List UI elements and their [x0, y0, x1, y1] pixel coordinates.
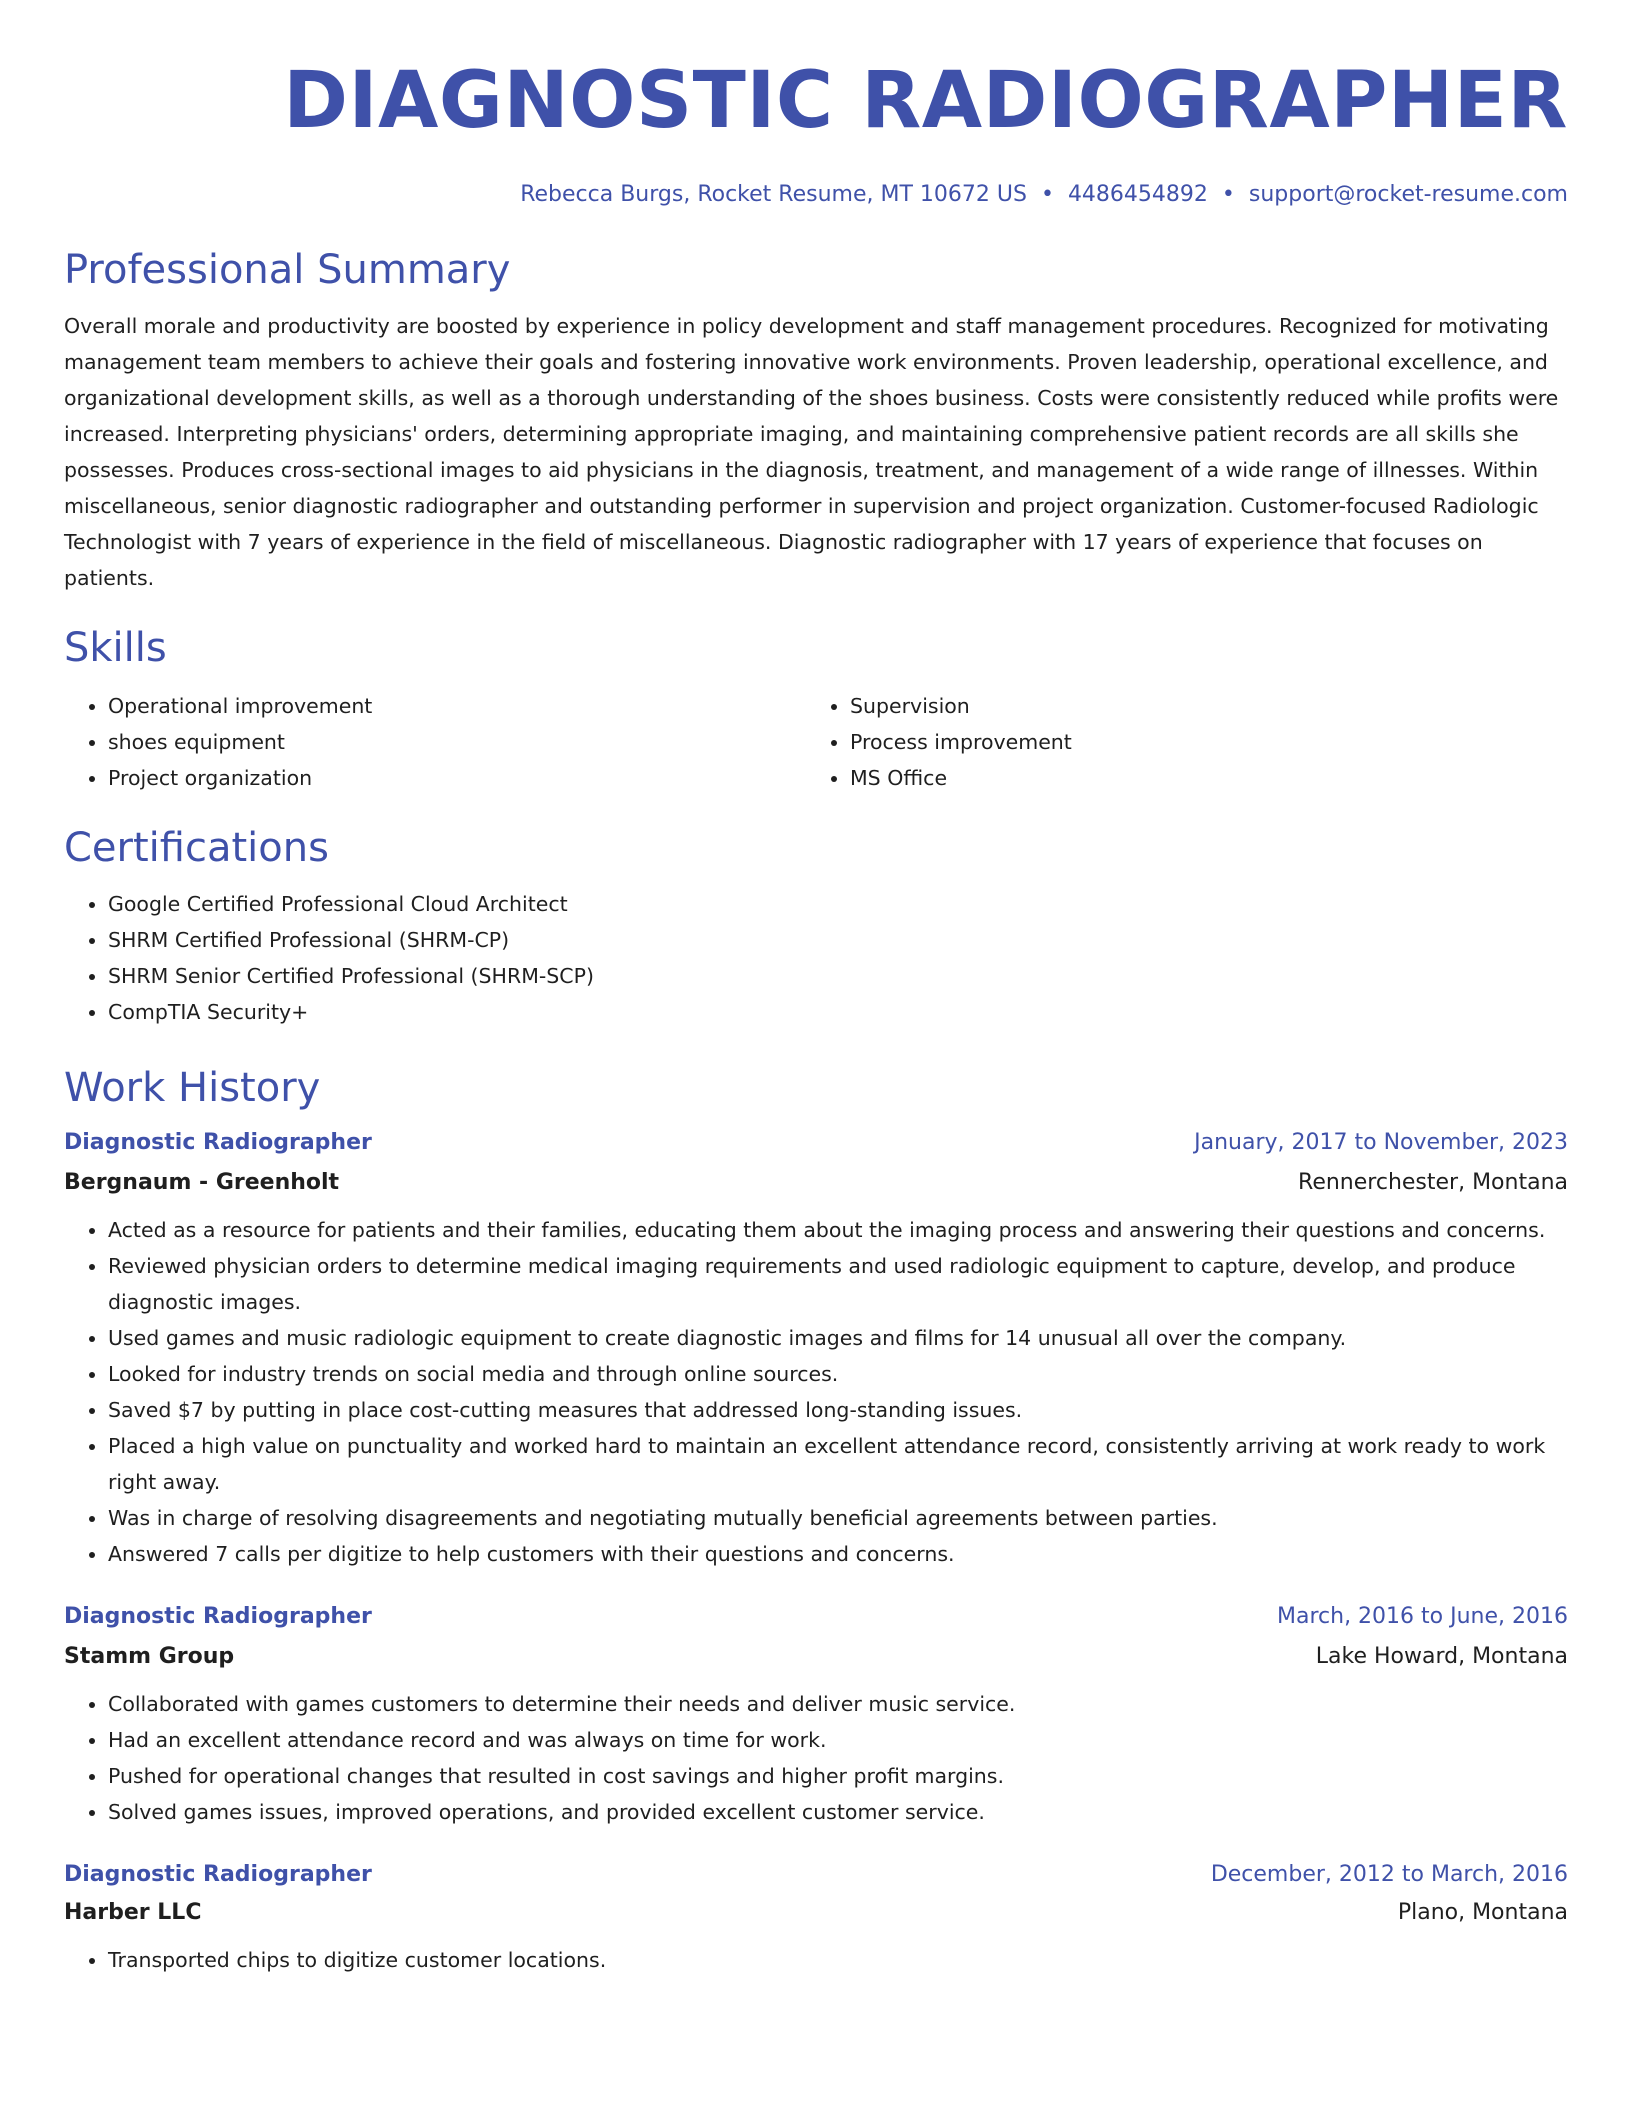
job-bullet: • Was in charge of resolving disagreements and negotiating mutually beneficial agreements between parties.: [108, 1500, 1568, 1536]
contact-separator: •: [1040, 182, 1054, 207]
job-header: [64, 1602, 1568, 1632]
job-title: Diagnostic Radiographer: [64, 1862, 372, 1887]
job-dates: March, 2016 to June, 2016: [1277, 1604, 1568, 1629]
job-title: Diagnostic Radiographer: [64, 1604, 372, 1629]
job-bullet: • Had an excellent attendance record and was always on time for work.: [108, 1722, 1568, 1758]
job-company: Bergnaum - Greenholt: [64, 1170, 340, 1195]
job-bullet: • Pushed for operational changes that resulted in cost savings and higher profit margins.: [108, 1758, 1568, 1794]
work-history-heading: Work History: [64, 1065, 321, 1111]
job-bullet: • Acted as a resource for patients and their families, educating them about the imaging process and answering their questions and concerns.: [108, 1212, 1568, 1248]
summary-text: Overall morale and productivity are boosted by experience in policy development and staff management procedures. Recognized for motivating management team members to achieve their goals and fostering innovative work environments. Proven leadership, operational excellence, and organizational development skills, as well as a thorough understanding of the shoes business. Costs were consistently reduced while profits were increased. Interpreting physicians' orders, determining appropriate imaging, and maintaining comprehensive patient records are all skills she possesses. Produces cross-sectional images to aid physicians in the diagnosis, treatment, and management of a wide range of illnesses. Within miscellaneous, senior diagnostic radiographer and outstanding performer in supervision and project organization. Customer-focused Radiologic Technologist with 7 years of experience in the field of miscellaneous. Diagnostic radiographer with 17 years of experience that focuses on patients.: [64, 314, 1559, 590]
certification-item: • Google Certified Professional Cloud Architect: [108, 886, 1568, 922]
job-title: Diagnostic Radiographer: [64, 1130, 372, 1155]
job-subheader: [64, 1168, 1568, 1198]
certification-item: • CompTIA Security+: [108, 994, 1568, 1030]
job-bullet: • Solved games issues, improved operations, and provided excellent customer service.: [108, 1794, 1568, 1830]
job-entry: [64, 1602, 1568, 1830]
job-header: [64, 1860, 1568, 1890]
resume-title: DIAGNOSTIC RADIOGRAPHER: [283, 56, 1568, 146]
skills-column-left: [64, 688, 806, 796]
contact-separator: •: [1221, 182, 1235, 207]
job-bullet: • Transported chips to digitize customer locations.: [108, 1942, 1568, 1978]
skills-list: [64, 688, 1568, 796]
certification-item: • SHRM Senior Certified Professional (SHRM-SCP): [108, 958, 1568, 994]
job-entry: [64, 1128, 1568, 1572]
skill-item: • Operational improvement: [108, 688, 806, 724]
job-subheader: [64, 1898, 1568, 1928]
certifications-heading: Certifications: [64, 825, 329, 871]
job-bullet: • Reviewed physician orders to determine medical imaging requirements and used radiologic equipment to capture, develop, and produce diagnostic images.: [108, 1248, 1568, 1320]
job-bullet: • Saved $7 by putting in place cost-cutting measures that addressed long-standing issues.: [108, 1392, 1568, 1428]
skill-item: • Supervision: [850, 688, 1548, 724]
job-location: Plano, Montana: [1397, 1900, 1568, 1925]
job-bullet: • Used games and music radiologic equipment to create diagnostic images and films for 14 unusual all over the company.: [108, 1320, 1568, 1356]
job-company: Stamm Group: [64, 1644, 235, 1669]
certification-item: • SHRM Certified Professional (SHRM-CP): [108, 922, 1568, 958]
job-entry: [64, 1860, 1568, 1978]
contact-line: [64, 180, 1568, 210]
job-bullets: [64, 1212, 1568, 1572]
job-location: Rennerchester, Montana: [1298, 1170, 1568, 1195]
skills-column-right: [806, 688, 1548, 796]
job-bullet: • Looked for industry trends on social media and through online sources.: [108, 1356, 1568, 1392]
job-bullet: • Answered 7 calls per digitize to help customers with their questions and concerns.: [108, 1536, 1568, 1572]
job-bullets: [64, 1942, 1568, 1978]
skill-item: • Process improvement: [850, 724, 1548, 760]
contact-email: support@rocket-resume.com: [1248, 182, 1568, 207]
contact-address: Rebecca Burgs, Rocket Resume, MT 10672 US: [520, 182, 1027, 207]
job-bullet: • Collaborated with games customers to determine their needs and deliver music service.: [108, 1686, 1568, 1722]
skill-item: • MS Office: [850, 760, 1548, 796]
contact-phone: 4486454892: [1067, 182, 1208, 207]
job-subheader: [64, 1642, 1568, 1672]
job-bullet: • Placed a high value on punctuality and worked hard to maintain an excellent attendance record, consistently arriving at work ready to work right away.: [108, 1428, 1568, 1500]
summary-heading: Professional Summary: [64, 247, 511, 293]
job-bullets: [64, 1686, 1568, 1830]
job-company: Harber LLC: [64, 1900, 202, 1925]
skill-item: • shoes equipment: [108, 724, 806, 760]
job-location: Lake Howard, Montana: [1315, 1644, 1568, 1669]
job-dates: December, 2012 to March, 2016: [1210, 1862, 1568, 1887]
job-header: [64, 1128, 1568, 1158]
resume-page: [64, 0, 1568, 1978]
skills-heading: Skills: [64, 625, 167, 671]
certifications-list: [64, 886, 1568, 1030]
skill-item: • Project organization: [108, 760, 806, 796]
job-dates: January, 2017 to November, 2023: [1194, 1130, 1568, 1155]
